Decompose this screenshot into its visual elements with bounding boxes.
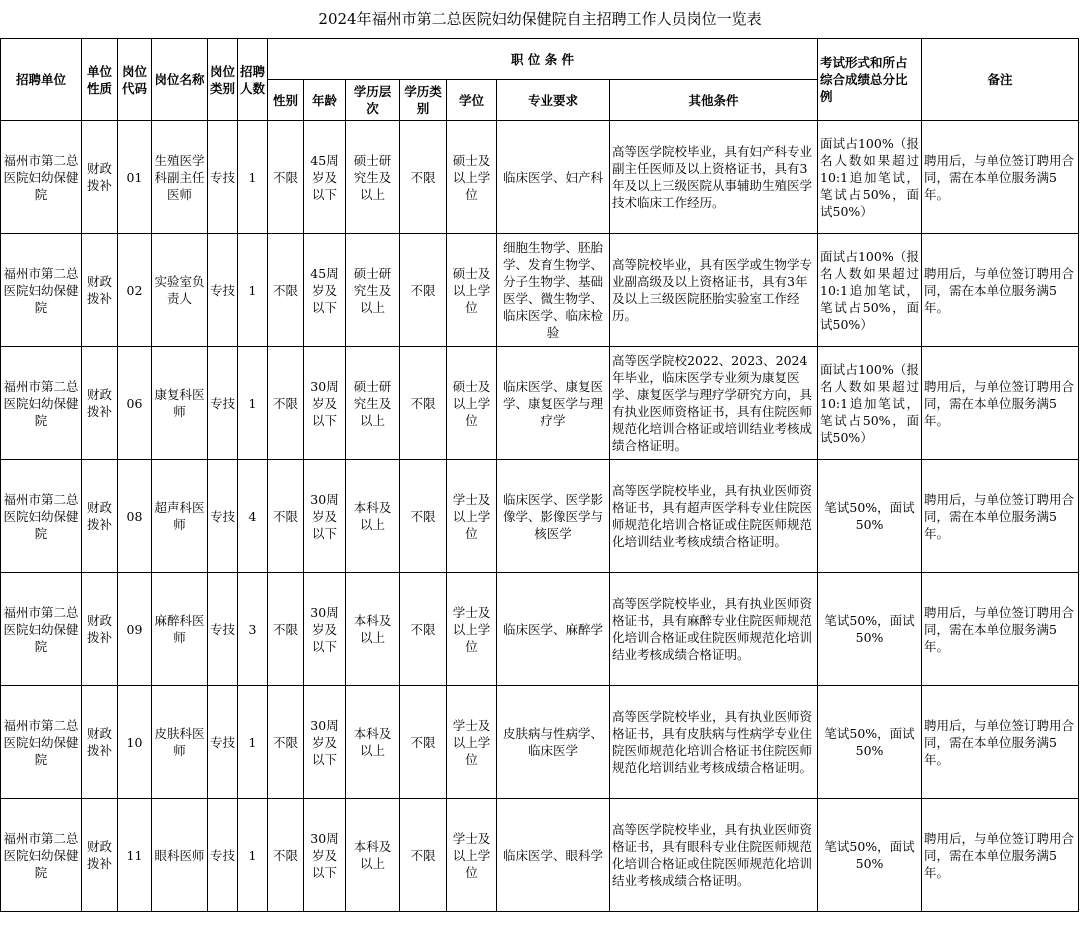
cell-unit: 福州市第二总医院妇幼保健院 xyxy=(1,347,82,460)
cell-unit-type: 财政拨补 xyxy=(82,686,118,799)
header-edu-level: 学历层次 xyxy=(346,80,400,121)
cell-gender: 不限 xyxy=(268,573,304,686)
header-gender: 性别 xyxy=(268,80,304,121)
cell-unit-type: 财政拨补 xyxy=(82,121,118,234)
cell-edu-type: 不限 xyxy=(400,234,447,347)
table-row xyxy=(1,347,1079,460)
cell-count: 1 xyxy=(238,347,268,460)
table-row xyxy=(1,234,1079,347)
cell-post-name: 麻醉科医师 xyxy=(152,573,208,686)
cell-exam: 面试占100%（报名人数如果超过10:1追加笔试，笔试占50%，面试50%） xyxy=(818,347,922,460)
cell-unit-type: 财政拨补 xyxy=(82,234,118,347)
header-remark: 备注 xyxy=(922,39,1079,121)
cell-major: 临床医学、麻醉学 xyxy=(497,573,610,686)
cell-other: 高等医学院校毕业，具有执业医师资格证书，具有超声医学科专业住院医师规范化培训合格证或住院医师规范化培训结业考核成绩合格证明。 xyxy=(610,460,818,573)
cell-post-code: 08 xyxy=(118,460,152,573)
cell-age: 30周岁及以下 xyxy=(304,460,346,573)
header-post-category: 岗位类别 xyxy=(208,39,238,121)
header-age: 年龄 xyxy=(304,80,346,121)
cell-major: 临床医学、康复医学、康复医学与理疗学 xyxy=(497,347,610,460)
cell-exam: 面试占100%（报名人数如果超过10:1追加笔试，笔试占50%，面试50%） xyxy=(818,121,922,234)
cell-other: 高等医学院校毕业，具有执业医师资格证书，具有皮肤病与性病学专业住院医师规范化培训合格证书住院医师规范化培训结业考核成绩合格证明。 xyxy=(610,686,818,799)
cell-age: 45周岁及以下 xyxy=(304,121,346,234)
cell-count: 4 xyxy=(238,460,268,573)
cell-age: 45周岁及以下 xyxy=(304,234,346,347)
cell-other: 高等医学院校毕业，具有执业医师资格证书，具有麻醉专业住院医师规范化培训合格证或住院医师规范化培训结业考核成绩合格证明。 xyxy=(610,573,818,686)
cell-age: 30周岁及以下 xyxy=(304,799,346,912)
table-row xyxy=(1,121,1079,234)
cell-post-category: 专技 xyxy=(208,686,238,799)
cell-edu-type: 不限 xyxy=(400,347,447,460)
cell-edu-level: 本科及以上 xyxy=(346,799,400,912)
cell-unit: 福州市第二总医院妇幼保健院 xyxy=(1,460,82,573)
cell-post-code: 09 xyxy=(118,573,152,686)
header-other: 其他条件 xyxy=(610,80,818,121)
cell-degree: 硕士及以上学位 xyxy=(447,347,497,460)
header-edu-type: 学历类别 xyxy=(400,80,447,121)
cell-post-code: 10 xyxy=(118,686,152,799)
cell-major: 临床医学、医学影像学、影像医学与核医学 xyxy=(497,460,610,573)
cell-degree: 硕士及以上学位 xyxy=(447,121,497,234)
table-row xyxy=(1,799,1079,912)
cell-post-category: 专技 xyxy=(208,121,238,234)
cell-degree: 学士及以上学位 xyxy=(447,686,497,799)
cell-post-code: 11 xyxy=(118,799,152,912)
cell-remark: 聘用后，与单位签订聘用合同，需在本单位服务满5年。 xyxy=(922,799,1079,912)
cell-post-name: 皮肤科医师 xyxy=(152,686,208,799)
cell-unit: 福州市第二总医院妇幼保健院 xyxy=(1,234,82,347)
cell-remark: 聘用后，与单位签订聘用合同，需在本单位服务满5年。 xyxy=(922,460,1079,573)
cell-degree: 学士及以上学位 xyxy=(447,573,497,686)
cell-post-category: 专技 xyxy=(208,460,238,573)
table-row xyxy=(1,460,1079,573)
cell-exam: 笔试50%，面试50% xyxy=(818,686,922,799)
cell-gender: 不限 xyxy=(268,347,304,460)
cell-unit: 福州市第二总医院妇幼保健院 xyxy=(1,686,82,799)
cell-post-category: 专技 xyxy=(208,573,238,686)
cell-unit: 福州市第二总医院妇幼保健院 xyxy=(1,121,82,234)
cell-unit-type: 财政拨补 xyxy=(82,573,118,686)
cell-post-category: 专技 xyxy=(208,799,238,912)
recruitment-table xyxy=(0,38,1079,912)
cell-remark: 聘用后，与单位签订聘用合同，需在本单位服务满5年。 xyxy=(922,573,1079,686)
cell-edu-level: 硕士研究生及以上 xyxy=(346,121,400,234)
sheet-grid-strip xyxy=(0,934,1080,945)
header-count: 招聘人数 xyxy=(238,39,268,121)
table-title: 2024年福州市第二总医院妇幼保健院自主招聘工作人员岗位一览表 xyxy=(318,10,762,28)
cell-remark: 聘用后，与单位签订聘用合同，需在本单位服务满5年。 xyxy=(922,121,1079,234)
table-row xyxy=(1,573,1079,686)
cell-edu-level: 本科及以上 xyxy=(346,686,400,799)
cell-post-category: 专技 xyxy=(208,234,238,347)
cell-edu-type: 不限 xyxy=(400,799,447,912)
header-post-code: 岗位代码 xyxy=(118,39,152,121)
cell-edu-level: 硕士研究生及以上 xyxy=(346,234,400,347)
cell-count: 1 xyxy=(238,121,268,234)
cell-remark: 聘用后，与单位签订聘用合同，需在本单位服务满5年。 xyxy=(922,347,1079,460)
cell-major: 临床医学、妇产科 xyxy=(497,121,610,234)
cell-post-name: 康复科医师 xyxy=(152,347,208,460)
cell-post-code: 01 xyxy=(118,121,152,234)
cell-edu-type: 不限 xyxy=(400,460,447,573)
cell-other: 高等医学院校毕业，具有执业医师资格证书，具有眼科专业住院医师规范化培训合格证或住院医师规范化培训结业考核成绩合格证明。 xyxy=(610,799,818,912)
cell-gender: 不限 xyxy=(268,799,304,912)
cell-exam: 笔试50%，面试50% xyxy=(818,460,922,573)
cell-major: 皮肤病与性病学、临床医学 xyxy=(497,686,610,799)
cell-edu-level: 本科及以上 xyxy=(346,460,400,573)
cell-post-code: 06 xyxy=(118,347,152,460)
cell-age: 30周岁及以下 xyxy=(304,686,346,799)
cell-other: 高等院校毕业，具有医学或生物学专业副高级及以上资格证书，具有3年及以上三级医院胚胎实验室工作经历。 xyxy=(610,234,818,347)
cell-post-name: 实验室负责人 xyxy=(152,234,208,347)
cell-degree: 学士及以上学位 xyxy=(447,799,497,912)
cell-gender: 不限 xyxy=(268,234,304,347)
header-unit: 招聘单位 xyxy=(1,39,82,121)
cell-edu-type: 不限 xyxy=(400,121,447,234)
cell-post-name: 眼科医师 xyxy=(152,799,208,912)
cell-degree: 硕士及以上学位 xyxy=(447,234,497,347)
header-conditions: 职 位 条 件 xyxy=(268,39,818,80)
header-degree: 学位 xyxy=(447,80,497,121)
cell-count: 3 xyxy=(238,573,268,686)
cell-count: 1 xyxy=(238,234,268,347)
cell-age: 30周岁及以下 xyxy=(304,347,346,460)
cell-post-category: 专技 xyxy=(208,347,238,460)
cell-edu-type: 不限 xyxy=(400,573,447,686)
cell-exam: 笔试50%，面试50% xyxy=(818,799,922,912)
cell-other: 高等医学院校2022、2023、2024年毕业，临床医学专业须为康复医学、康复医学与理疗学研究方向，具有执业医师资格证书，具有住院医师规范化培训合格证或培训结业考核成绩合格证明。 xyxy=(610,347,818,460)
cell-post-name: 生殖医学科副主任医师 xyxy=(152,121,208,234)
header-post-name: 岗位名称 xyxy=(152,39,208,121)
cell-post-code: 02 xyxy=(118,234,152,347)
cell-other: 高等医学院校毕业，具有妇产科专业副主任医师及以上资格证书，具有3年及以上三级医院从事辅助生殖医学技术临床工作经历。 xyxy=(610,121,818,234)
cell-count: 1 xyxy=(238,686,268,799)
table-row xyxy=(1,686,1079,799)
cell-remark: 聘用后，与单位签订聘用合同，需在本单位服务满5年。 xyxy=(922,234,1079,347)
cell-unit-type: 财政拨补 xyxy=(82,799,118,912)
cell-unit: 福州市第二总医院妇幼保健院 xyxy=(1,799,82,912)
cell-unit-type: 财政拨补 xyxy=(82,347,118,460)
cell-age: 30周岁及以下 xyxy=(304,573,346,686)
cell-gender: 不限 xyxy=(268,460,304,573)
header-exam: 考试形式和所占综合成绩总分比例 xyxy=(818,39,922,121)
cell-major: 细胞生物学、胚胎学、发育生物学、分子生物学、基础医学、微生物学、临床医学、临床检验 xyxy=(497,234,610,347)
cell-exam: 面试占100%（报名人数如果超过10:1追加笔试，笔试占50%，面试50%） xyxy=(818,234,922,347)
cell-major: 临床医学、眼科学 xyxy=(497,799,610,912)
cell-edu-level: 硕士研究生及以上 xyxy=(346,347,400,460)
header-unit-type: 单位性质 xyxy=(82,39,118,121)
cell-exam: 笔试50%，面试50% xyxy=(818,573,922,686)
cell-unit-type: 财政拨补 xyxy=(82,460,118,573)
cell-degree: 学士及以上学位 xyxy=(447,460,497,573)
header-major: 专业要求 xyxy=(497,80,610,121)
cell-unit: 福州市第二总医院妇幼保健院 xyxy=(1,573,82,686)
cell-remark: 聘用后，与单位签订聘用合同，需在本单位服务满5年。 xyxy=(922,686,1079,799)
cell-count: 1 xyxy=(238,799,268,912)
cell-edu-type: 不限 xyxy=(400,686,447,799)
cell-post-name: 超声科医师 xyxy=(152,460,208,573)
cell-gender: 不限 xyxy=(268,686,304,799)
cell-edu-level: 本科及以上 xyxy=(346,573,400,686)
cell-gender: 不限 xyxy=(268,121,304,234)
